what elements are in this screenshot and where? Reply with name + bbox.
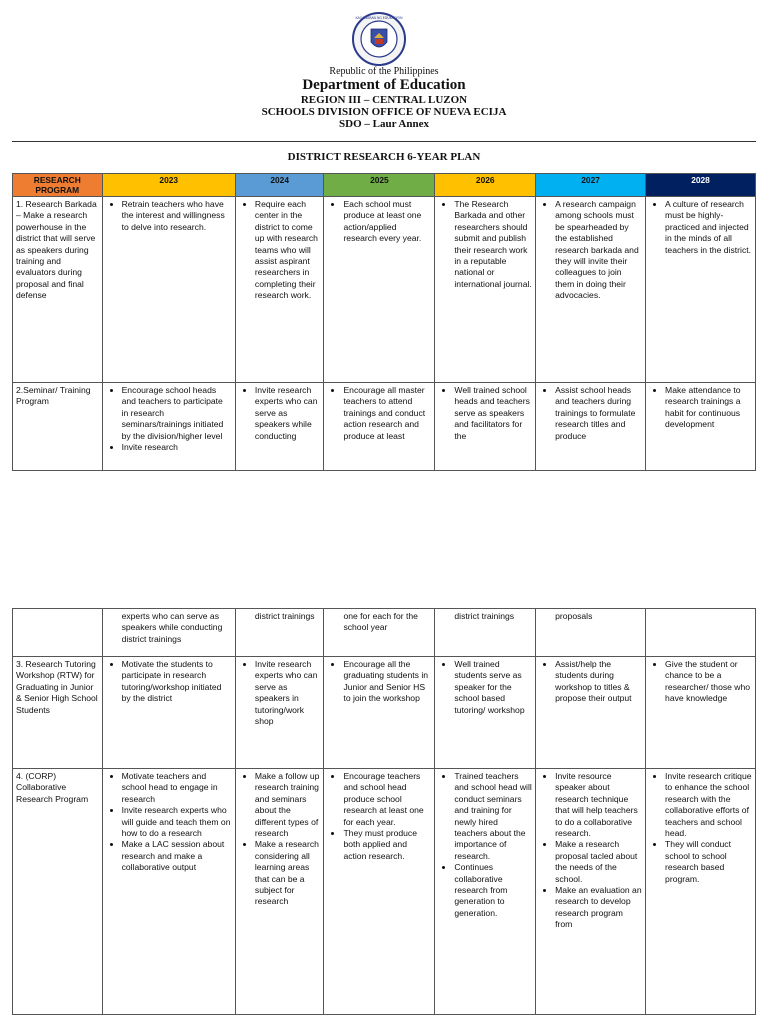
list-item: • Each school must produce at least one action/applied research every year. [343,199,431,245]
program-cell: 3. Research Tutoring Workshop (RTW) for Graduating in Junior & Senior High School Students [13,657,103,769]
list-item: • A culture of research must be highly-practiced and injected in the minds of all teachers in the district. [665,199,752,256]
list-item: • Make a LAC session about research and make a collaborative output [122,839,232,873]
plan-cell [536,769,646,1015]
plan-cell [102,657,235,769]
plan-cell [235,383,324,471]
plan-cell [235,197,324,383]
col-header-2027: 2027 [536,174,646,197]
list-item: • Assist/help the students during workshop to titles & propose their output [555,659,642,705]
deped-seal-icon [352,12,406,66]
col-header-2028: 2028 [646,174,756,197]
plan-cell: proposals [536,609,646,657]
list-item: • Encourage all master teachers to attend trainings and conduct action research and produce at least [343,385,431,442]
plan-cell [102,383,235,471]
plan-cell [102,769,235,1015]
list-item: • Invite research [122,442,232,453]
plan-cell: experts who can serve as speakers while conducting district trainings [102,609,235,657]
list-item: • Continues collaborative research from generation to generation. [454,862,532,919]
plan-cell [324,657,435,769]
list-item: • Make attendance to research trainings a habit for continuous development [665,385,752,431]
program-cell: 1. Research Barkada – Make a research powerhouse in the district that will serve as speakers during training and evaluators during proposal and final defense [13,197,103,383]
list-item: • Require each center in the district to come up with research teams who will assist aspirant researchers in completing their research work. [255,199,321,302]
plan-cell [324,197,435,383]
col-header-2024: 2024 [235,174,324,197]
plan-cell: district trainings [235,609,324,657]
division-line: SCHOOLS DIVISION OFFICE OF NUEVA ECIJA [261,106,507,118]
plan-cell [646,197,756,383]
plan-cell: one for each for the school year [324,609,435,657]
list-item: • A research campaign among schools must be spearheaded by the established research barkada and they will invite their colleagues to join them in doing their advocacies. [555,199,642,302]
plan-cell [435,383,536,471]
list-item: • Invite research experts who can serve as speakers in tutoring/work shop [255,659,321,727]
list-item: • Motivate teachers and school head to engage in research [122,771,232,805]
list-item: • Invite research critique to enhance the school research with the collaborative efforts of teachers and school head. [665,771,752,839]
list-item: • Make an evaluation an research to develop research program from [555,885,642,931]
plan-cell [435,197,536,383]
table-row [13,383,756,471]
plan-cell [536,383,646,471]
list-item: • Assist school heads and teachers during trainings to formulate research titles and produce [555,385,642,442]
program-cell: 2.Seminar/ Training Program [13,383,103,471]
col-header-program: RESEARCH PROGRAM [13,174,103,197]
plan-table-page2 [12,608,756,1015]
program-cell [13,609,103,657]
plan-cell [324,383,435,471]
list-item: • Give the student or chance to be a researcher/ those who have knowledge [665,659,752,705]
list-item: • Motivate the students to participate in research tutoring/workshop initiated by the district [122,659,232,705]
list-item: • Encourage teachers and school head produce school research at least one for each year. [343,771,431,828]
plan-cell [435,657,536,769]
region-line: REGION III – CENTRAL LUZON [300,94,468,106]
plan-table-page1 [12,173,756,471]
table-row [13,657,756,769]
list-item: • Make a follow up research training and seminars about the different types of research [255,771,321,839]
col-header-2025: 2025 [324,174,435,197]
table-row [13,197,756,383]
seal-text: KAGAWARAN NG EDUKASYON [355,16,403,20]
plan-cell [646,657,756,769]
republic-line: Republic of the Philippines [329,66,439,77]
header-row [13,174,756,197]
plan-cell [646,609,756,657]
list-item: • The Research Barkada and other researchers should submit and publish their research work in a reputable national or international journal. [454,199,532,290]
col-header-2026: 2026 [435,174,536,197]
program-cell: 4. (CORP) Collaborative Research Program [13,769,103,1015]
list-item: • Make a research considering all learning areas that can be a subject for research [255,839,321,907]
plan-cell [235,657,324,769]
continuation-row [13,609,756,657]
list-item: • They will conduct school to school research based program. [665,839,752,885]
col-header-2023: 2023 [102,174,235,197]
plan-cell [646,383,756,471]
list-item: • Well trained students serve as speaker for the school based tutoring/ workshop [454,659,532,716]
page-break [0,472,768,606]
list-item: • Invite research experts who will guide and teach them on how to do a research [122,805,232,839]
list-item: • Invite research experts who can serve as speakers while conducting [255,385,321,442]
list-item: • Make a research proposal tacled about the needs of the school. [555,839,642,885]
plan-cell [536,197,646,383]
table-row [13,769,756,1015]
plan-cell: district trainings [435,609,536,657]
list-item: • Encourage all the graduating students in Junior and Senior HS to join the workshop [343,659,431,705]
list-item: • Trained teachers and school head will conduct seminars and training for newly hired teachers about the importance of research. [454,771,532,862]
sdo-line: SDO – Laur Annex [339,118,429,130]
plan-cell [435,769,536,1015]
plan-cell [536,657,646,769]
list-item: • They must produce both applied and action research. [343,828,431,862]
plan-title: DISTRICT RESEARCH 6-YEAR PLAN [287,151,481,163]
plan-cell [102,197,235,383]
list-item: • Invite resource speaker about research technique that will help teachers to do a collaborative research. [555,771,642,839]
plan-cell [646,769,756,1015]
plan-cell [324,769,435,1015]
plan-cell [235,769,324,1015]
list-item: • Encourage school heads and teachers to participate in research seminars/trainings initiated by the division/higher level [122,385,232,442]
list-item: • Well trained school heads and teachers serve as speakers and facilitators for the [454,385,532,442]
header-divider [12,141,756,142]
department-name: Department of Education [302,77,466,93]
list-item: • Retrain teachers who have the interest and willingness to delve into research. [122,199,232,233]
